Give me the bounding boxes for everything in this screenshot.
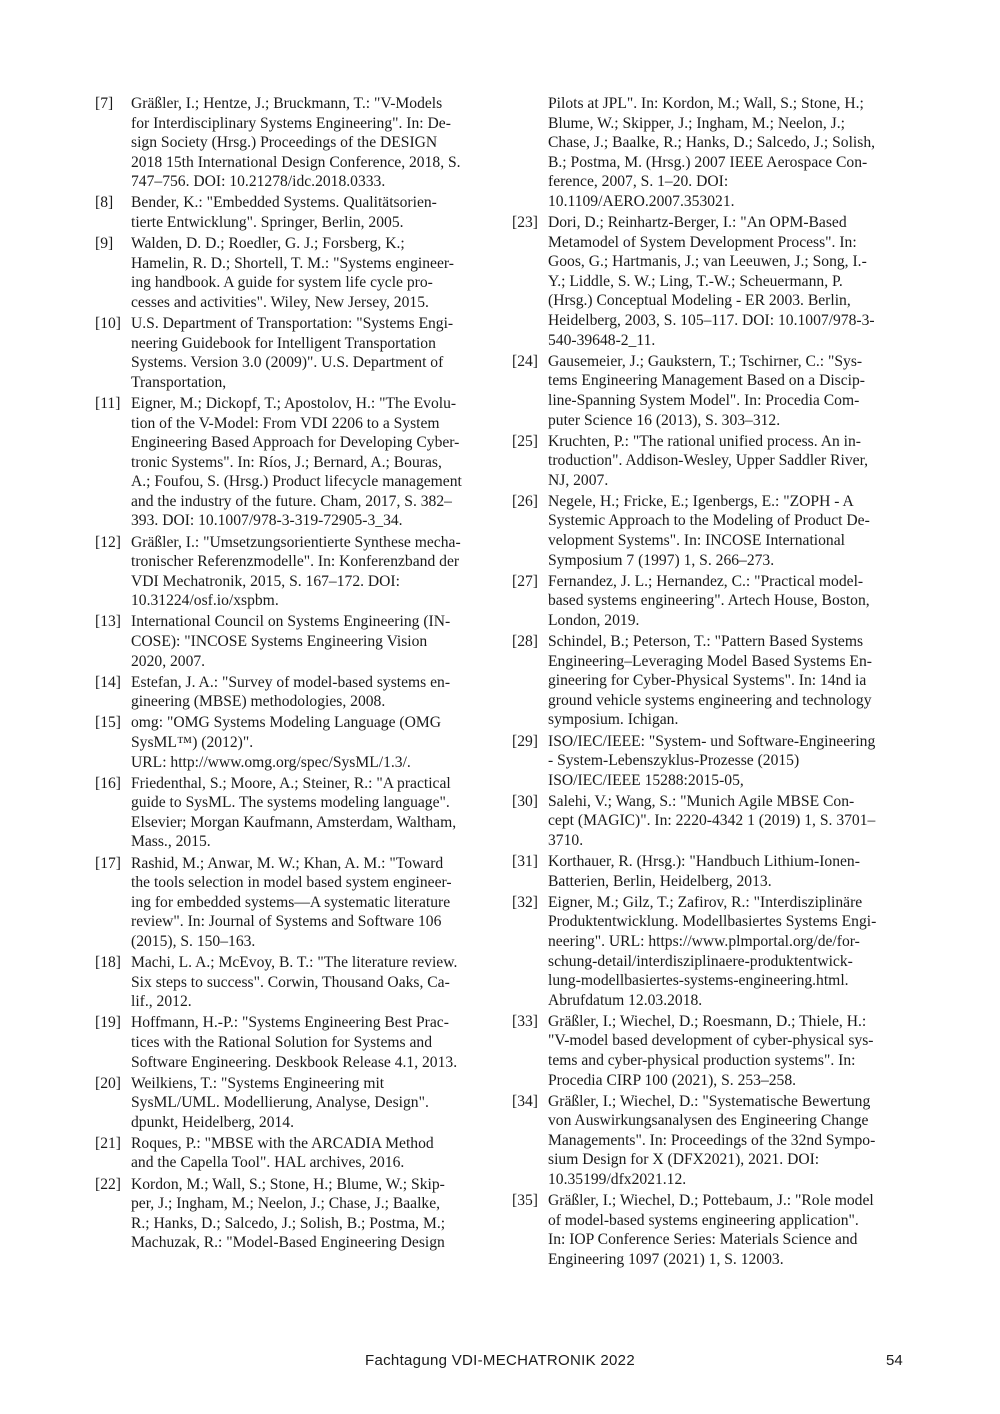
reference-line: tems Engineering Management Based on a Discip- — [548, 372, 865, 390]
reference-number: [19] — [95, 1014, 121, 1032]
reference-text — [548, 492, 905, 570]
reference-line: symposium. Ichigan. — [548, 711, 679, 729]
reference-entry — [512, 893, 905, 1011]
reference-line: tems and cyber-physical production systems". In: — [548, 1052, 856, 1069]
reference-entry — [512, 732, 905, 791]
reference-text — [131, 314, 488, 392]
reference-line: Fernandez, J. L.; Hernandez, C.: "Practical model- — [548, 572, 864, 590]
reference-number: [14] — [95, 673, 121, 691]
reference-line: gineering (MBSE) methodologies, 2008. — [131, 693, 386, 711]
reference-entry — [95, 953, 488, 1012]
reference-line: R.; Hanks, D.; Salcedo, J.; Solish, B.; Postma, M.; — [131, 1214, 446, 1232]
reference-line: Pilots at JPL". In: Kordon, M.; Wall, S.; Stone, H.; — [548, 95, 864, 112]
reference-line: per, J.; Ingham, M.; Neelon, J.; Chase, J.; Baalke, — [131, 1195, 441, 1213]
reference-line: Gräßler, I.; Hentze, J.; Bruckmann, T.: "V-Models — [131, 95, 443, 112]
reference-line: Bender, K.: "Embedded Systems. Qualitätsorien- — [131, 194, 437, 212]
reference-line: NJ, 2007. — [548, 471, 609, 489]
reference-text — [131, 1074, 488, 1133]
reference-line: ISO/IEC/IEEE: "System- und Software-Engineering — [548, 732, 876, 750]
reference-line: line-Spanning System Model". In: Procedia Com- — [548, 391, 860, 409]
reference-line: 540-39648-2_11. — [548, 331, 656, 349]
reference-line: Gräßler, I.: "Umsetzungsorientierte Synthese mecha- — [131, 533, 461, 551]
reference-line: Salehi, V.; Wang, S.: "Munich Agile MBSE Con- — [548, 792, 855, 810]
reference-entry — [95, 533, 488, 611]
reference-text — [131, 612, 488, 671]
reference-text — [548, 1191, 905, 1269]
reference-column-right — [512, 94, 905, 1271]
reference-line: ISO/IEC/IEEE 15288:2015-05, — [548, 771, 744, 789]
reference-line: Procedia CIRP 100 (2021), S. 253–258. — [548, 1071, 797, 1089]
reference-text — [548, 432, 905, 491]
reference-line: omg: "OMG Systems Modeling Language (OMG — [131, 714, 441, 732]
reference-line: 747–756. DOI: 10.21278/idc.2018.0333. — [131, 173, 386, 191]
reference-text — [131, 713, 488, 772]
reference-entry — [512, 1012, 905, 1090]
reference-line: Kordon, M.; Wall, S.; Stone, H.; Blume, W.; Skip- — [131, 1175, 445, 1193]
reference-line: 10.1109/AERO.2007.353021. — [548, 192, 735, 210]
reference-line: Kruchten, P.: "The rational unified process. An in- — [548, 432, 861, 450]
reference-line: Chase, J.; Baalke, R.; Hanks, D.; Salcedo, J.; Solish, — [548, 134, 876, 152]
reference-line: In: IOP Conference Series: Materials Science and — [548, 1231, 858, 1249]
reference-line: lif., 2012. — [131, 993, 192, 1011]
reference-line: velopment Systems". In: INCOSE International — [548, 532, 845, 550]
reference-line: gineering for Cyber-Physical Systems". In: 14nd ia — [548, 672, 867, 690]
reference-number: [32] — [512, 893, 538, 911]
reference-line: Six steps to success". Corwin, Thousand Oaks, Ca- — [131, 973, 450, 991]
reference-text — [131, 673, 488, 712]
reference-line: A.; Foufou, S. (Hrsg.) Product lifecycle management — [131, 473, 462, 491]
reference-text — [131, 1134, 488, 1173]
reference-line: Korthauer, R. (Hrsg.): "Handbuch Lithium-Ionen- — [548, 853, 860, 871]
reference-number: [21] — [95, 1134, 121, 1152]
reference-line: Elsevier; Morgan Kaufmann, Amsterdam, Waltham, — [131, 813, 457, 831]
reference-line: Walden, D. D.; Roedler, G. J.; Forsberg, K.; — [131, 235, 405, 253]
reference-entry — [95, 612, 488, 671]
reference-text — [131, 533, 488, 611]
reference-line: lung-modellbasiertes-systems-engineering.html. — [548, 972, 849, 990]
reference-line: COSE): "INCOSE Systems Engineering Vision — [131, 633, 428, 651]
reference-line: Engineering Based Approach for Developing Cyber- — [131, 434, 460, 452]
reference-line: 10.31224/osf.io/xspbm. — [131, 592, 279, 610]
reference-number: [13] — [95, 613, 121, 631]
reference-text — [548, 1012, 905, 1090]
reference-line: Dori, D.; Reinhartz-Berger, I.: "An OPM-Based — [548, 214, 847, 232]
reference-line: the tools selection in model based system engineer- — [131, 874, 452, 892]
reference-line: Gräßler, I.; Wiechel, D.; Roesmann, D.; Thiele, H.: — [548, 1012, 867, 1030]
reference-line: Software Engineering. Deskbook Release 4.1, 2013. — [131, 1053, 458, 1071]
reference-line: tronischer Referenzmodelle". In: Konferenzband der — [131, 553, 460, 571]
reference-text — [548, 632, 905, 730]
reference-line: Y.; Liddle, S. W.; Ling, T.-W.; Scheuermann, P. — [548, 272, 843, 290]
reference-text — [548, 1092, 905, 1190]
reference-entry — [95, 774, 488, 852]
reference-number: [12] — [95, 533, 121, 551]
reference-text — [548, 213, 905, 350]
reference-number: [23] — [512, 214, 538, 232]
reference-entry — [95, 1175, 488, 1253]
reference-line: Abrufdatum 12.03.2018. — [548, 991, 703, 1009]
reference-number: [11] — [95, 394, 121, 412]
reference-text — [548, 572, 905, 631]
reference-text — [548, 792, 905, 851]
reference-line: neering Guidebook for Intelligent Transportation — [131, 334, 436, 352]
reference-line: guide to SysML. The systems modeling language". — [131, 794, 450, 812]
reference-number: [8] — [95, 194, 114, 212]
reference-line: Symposium 7 (1997) 1, S. 266–273. — [548, 551, 775, 569]
reference-line: sign Society (Hrsg.) Proceedings of the DESIGN — [131, 134, 438, 152]
reference-number: [10] — [95, 315, 121, 333]
reference-line: review". In: Journal of Systems and Software 106 — [131, 913, 442, 931]
reference-text — [131, 193, 488, 232]
reference-line: tices with the Rational Solution for Systems and — [131, 1033, 433, 1051]
reference-line: 393. DOI: 10.1007/978-3-319-72905-3_34. — [131, 512, 403, 530]
reference-number: [9] — [95, 235, 114, 253]
reference-line: Blume, W.; Skipper, J.; Ingham, M.; Neelon, J.; — [548, 114, 845, 132]
reference-line: von Auswirkungsanalysen des Engineering Change — [548, 1112, 869, 1130]
reference-line: URL: http://www.omg.org/spec/SysML/1.3/. — [131, 753, 411, 771]
reference-entry — [95, 1013, 488, 1072]
reference-line: Mass., 2015. — [131, 833, 211, 851]
reference-line: troduction". Addison-Wesley, Upper Saddler River, — [548, 452, 869, 470]
reference-line: 3710. — [548, 831, 584, 849]
reference-line: Gausemeier, J.; Gaukstern, T.; Tschirner, C.: "Sys- — [548, 352, 863, 370]
reference-line: - System-Lebenszyklus-Prozesse (2015) — [548, 752, 800, 770]
reference-line: VDI Mechatronik, 2015, S. 167–172. DOI: — [131, 572, 400, 590]
reference-text — [131, 774, 488, 852]
reference-line: Machuzak, R.: "Model-Based Engineering Design — [131, 1234, 445, 1252]
reference-number: [18] — [95, 954, 121, 972]
reference-text — [131, 854, 488, 952]
reference-line: and the industry of the future. Cham, 2017, S. 382– — [131, 492, 452, 510]
reference-number: [25] — [512, 432, 538, 450]
reference-entry — [95, 673, 488, 712]
reference-line: Systems. Version 3.0 (2009)". U.S. Department of — [131, 354, 444, 372]
reference-entry — [512, 1191, 905, 1269]
reference-text — [131, 94, 488, 192]
reference-number: [34] — [512, 1092, 538, 1110]
reference-line: Batterien, Berlin, Heidelberg, 2013. — [548, 872, 772, 890]
reference-line: of model-based systems engineering application". — [548, 1211, 859, 1229]
reference-entry — [512, 852, 905, 891]
footer-page-number: 54 — [886, 1352, 903, 1369]
reference-entry — [512, 792, 905, 851]
reference-line: sium Design for X (DFX2021), 2021. DOI: — [548, 1151, 820, 1169]
reference-number: [35] — [512, 1192, 538, 1210]
reference-text — [131, 394, 488, 531]
reference-text — [131, 1175, 488, 1253]
reference-line: SysML™) (2012)". — [131, 734, 254, 751]
reference-line: for Interdisciplinary Systems Engineering". In: De- — [131, 114, 451, 132]
reference-entry — [512, 1092, 905, 1190]
reference-number: [30] — [512, 792, 538, 810]
reference-line: B.; Postma, M. (Hrsg.) 2007 IEEE Aerospace Con- — [548, 153, 868, 171]
reference-line: Hamelin, R. D.; Shortell, T. M.: "Systems engineer- — [131, 254, 454, 272]
reference-line: 10.35199/dfx2021.12. — [548, 1171, 687, 1189]
reference-line: "V-model based development of cyber-physical sys- — [548, 1032, 874, 1050]
reference-line: based systems engineering". Artech House, Boston, — [548, 592, 870, 610]
reference-text — [548, 732, 905, 791]
reference-entry — [95, 234, 488, 312]
reference-text — [131, 234, 488, 312]
reference-entry — [95, 854, 488, 952]
reference-entry — [512, 432, 905, 491]
reference-text — [548, 352, 905, 430]
reference-entry — [512, 492, 905, 570]
reference-entry — [95, 1134, 488, 1173]
reference-entry — [95, 713, 488, 772]
reference-text — [548, 893, 905, 1011]
reference-line: (2015), S. 150–163. — [131, 932, 256, 950]
reference-line: International Council on Systems Engineering (IN- — [131, 613, 451, 631]
reference-line: ing handbook. A guide for system life cycle pro- — [131, 274, 433, 292]
reference-line: Managements". In: Proceedings of the 32nd Sympo- — [548, 1131, 876, 1149]
reference-entry — [95, 1074, 488, 1133]
reference-line: puter Science 16 (2013), S. 303–312. — [548, 411, 781, 429]
reference-line: Goos, G.; Hartmanis, J.; van Leeuwen, J.; Song, I.- — [548, 253, 867, 271]
reference-entry — [95, 394, 488, 531]
reference-line: Friedenthal, S.; Moore, A.; Steiner, R.: "A practical — [131, 774, 451, 792]
reference-line: SysML/UML. Modellierung, Analyse, Design". — [131, 1094, 429, 1112]
reference-number: [29] — [512, 732, 538, 750]
reference-line: schung-detail/interdisziplinaere-produktentwick- — [548, 952, 853, 970]
reference-line: Systemic Approach to the Modeling of Product De- — [548, 512, 870, 530]
reference-line: Gräßler, I.; Wiechel, D.; Pottebaum, J.: "Role model — [548, 1192, 874, 1210]
reference-line: Machi, L. A.; McEvoy, B. T.: "The literature review. — [131, 954, 458, 972]
reference-line: Negele, H.; Fricke, E.; Igenbergs, E.: "ZOPH - A — [548, 492, 854, 510]
reference-number: [7] — [95, 95, 114, 112]
reference-line: Produktentwicklung. Modellbasiertes Systems Engi- — [548, 913, 877, 931]
reference-line: Transportation, — [131, 373, 227, 391]
reference-column-left — [95, 94, 488, 1254]
reference-line: Estefan, J. A.: "Survey of model-based systems en- — [131, 673, 451, 691]
reference-line: Rashid, M.; Anwar, M. W.; Khan, A. M.: "Toward — [131, 854, 444, 872]
reference-line: dpunkt, Heidelberg, 2014. — [131, 1113, 294, 1131]
reference-number: [16] — [95, 774, 121, 792]
reference-text — [131, 953, 488, 1012]
reference-number: [31] — [512, 853, 538, 871]
reference-line: tion of the V-Model: From VDI 2206 to a System — [131, 414, 440, 432]
reference-entry — [512, 632, 905, 730]
reference-22-continuation — [512, 94, 905, 212]
reference-line: Roques, P.: "MBSE with the ARCADIA Method — [131, 1134, 434, 1152]
reference-line: Weilkiens, T.: "Systems Engineering mit — [131, 1074, 385, 1092]
reference-entry — [512, 352, 905, 430]
reference-entry — [95, 314, 488, 392]
reference-number: [20] — [95, 1074, 121, 1092]
reference-line: Schindel, B.; Peterson, T.: "Pattern Based Systems — [548, 633, 864, 651]
reference-line: Eigner, M.; Gilz, T.; Zafirov, R.: "Interdisziplinäre — [548, 893, 863, 911]
reference-entry — [512, 572, 905, 631]
reference-entry — [95, 193, 488, 232]
reference-line: tronic Systems". In: Ríos, J.; Bernard, A.; Bouras, — [131, 453, 442, 471]
reference-number: [24] — [512, 352, 538, 370]
reference-line: U.S. Department of Transportation: "Systems Engi- — [131, 315, 454, 333]
reference-number: [27] — [512, 572, 538, 590]
reference-number: [28] — [512, 633, 538, 651]
reference-line: 2018 15th International Design Conference, 2018, S. — [131, 153, 461, 171]
reference-line: 2020, 2007. — [131, 652, 206, 670]
reference-line: and the Capella Tool". HAL archives, 2016. — [131, 1154, 405, 1172]
reference-entry — [95, 94, 488, 192]
reference-line: ference, 2007, S. 1–20. DOI: — [548, 173, 729, 191]
reference-line: Engineering 1097 (2021) 1, S. 12003. — [548, 1250, 784, 1268]
reference-line: tierte Entwicklung". Springer, Berlin, 2005. — [131, 214, 404, 232]
reference-line: Eigner, M.; Dickopf, T.; Apostolov, H.: "The Evolu- — [131, 394, 457, 412]
reference-line: neering". URL: https://www.plmportal.org/de/for- — [548, 932, 860, 950]
reference-line: ground vehicle systems engineering and technology — [548, 691, 872, 709]
reference-line: Engineering–Leveraging Model Based Systems En- — [548, 652, 872, 670]
reference-text — [131, 1013, 488, 1072]
reference-line: cept (MAGIC)". In: 2220-4342 1 (2019) 1, S. 3701– — [548, 812, 876, 830]
reference-number: [26] — [512, 492, 538, 510]
reference-line: Gräßler, I.; Wiechel, D.: "Systematische Bewertung — [548, 1092, 871, 1110]
reference-number: [15] — [95, 714, 121, 732]
reference-number: [33] — [512, 1012, 538, 1030]
reference-line: Hoffmann, H.-P.: "Systems Engineering Best Prac- — [131, 1014, 449, 1032]
reference-number: [17] — [95, 854, 121, 872]
reference-line: London, 2019. — [548, 611, 640, 629]
reference-line: cesses and activities". Wiley, New Jersey, 2015. — [131, 293, 429, 311]
reference-text — [548, 852, 905, 891]
reference-line: (Hrsg.) Conceptual Modeling - ER 2003. Berlin, — [548, 292, 851, 310]
reference-line: Heidelberg, 2003, S. 105–117. DOI: 10.1007/978-3- — [548, 312, 875, 330]
reference-entry — [512, 213, 905, 350]
reference-line: ing for embedded systems—A systematic literature — [131, 893, 451, 911]
footer-conference-title: Fachtagung VDI-MECHATRONIK 2022 — [365, 1352, 635, 1369]
reference-number: [22] — [95, 1175, 121, 1193]
reference-line: Metamodel of System Development Process". In: — [548, 233, 857, 251]
